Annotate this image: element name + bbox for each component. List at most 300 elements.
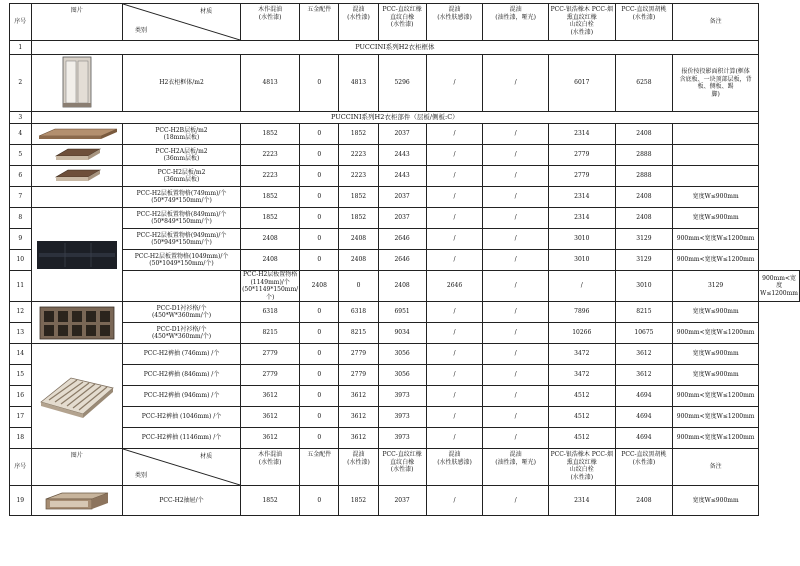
header-mumu — [241, 449, 300, 486]
price-v8: 2888 — [615, 166, 672, 187]
price-v8: 2408 — [615, 124, 672, 145]
price-v8: 2888 — [615, 145, 672, 166]
price-v6: / — [483, 344, 548, 365]
product-image — [31, 145, 122, 166]
price-v5: / — [426, 55, 483, 112]
product-name — [122, 55, 240, 112]
row-note — [673, 124, 759, 145]
product-name — [122, 365, 240, 386]
table-row — [10, 365, 800, 386]
table-row — [10, 229, 800, 250]
product-name — [241, 271, 300, 302]
price-v6: / — [483, 302, 548, 323]
cell-line: 直纹白橡 — [390, 458, 415, 466]
header-pcc-hong — [378, 4, 426, 41]
product-image — [31, 344, 122, 449]
product-name — [122, 187, 240, 208]
cell-line: 900mm<宽度W≤1200mm — [676, 329, 755, 337]
cell-line: 山纹白栓 — [569, 466, 594, 473]
shelfBar-icon — [33, 237, 121, 273]
price-v4: 6951 — [378, 302, 426, 323]
header-note: 备注 — [673, 449, 759, 486]
header-pcc-tang — [548, 4, 615, 41]
row-no: 12 — [10, 302, 32, 323]
header-pcc-tang — [548, 449, 615, 486]
price-v7: 2314 — [548, 208, 615, 229]
cell-line: (450*W*360mm/个) — [151, 312, 212, 319]
product-image — [31, 166, 122, 187]
price-v5: / — [426, 208, 483, 229]
row-no: 11 — [10, 271, 32, 302]
cell-line: (水性漆) — [632, 458, 656, 466]
product-name — [122, 229, 240, 250]
price-v5: / — [426, 386, 483, 407]
price-v8: 4694 — [615, 386, 672, 407]
price-v6: / — [483, 323, 548, 344]
row-note — [759, 271, 800, 302]
cell-line: (50*749*150mm/个) — [151, 197, 212, 204]
cell-line: PCC-H2裤抽 (746mm) /个 — [143, 350, 220, 358]
row-note — [673, 208, 759, 229]
price-v5: / — [426, 407, 483, 428]
cell-line: (油性漆，哑光) — [495, 13, 536, 21]
row-no: 9 — [10, 229, 32, 250]
price-v6: / — [483, 229, 548, 250]
product-name — [122, 166, 240, 187]
product-name — [122, 250, 240, 271]
row-no: 17 — [10, 407, 32, 428]
price-v7: 3472 — [548, 344, 615, 365]
price-v3: 4813 — [339, 55, 378, 112]
cell-line: (水性漆) — [390, 466, 414, 473]
price-v2: 0 — [300, 250, 339, 271]
header-note: 备注 — [673, 4, 759, 41]
price-v1: 3612 — [241, 386, 300, 407]
price-v8: 2408 — [615, 187, 672, 208]
price-v1: 4813 — [241, 55, 300, 112]
cell-line: 宽度W≤900mm — [692, 350, 739, 358]
price-v5: / — [483, 271, 548, 302]
price-v2: 0 — [300, 166, 339, 187]
price-v2: 0 — [300, 229, 339, 250]
price-v7: 3010 — [548, 229, 615, 250]
cell-line: (450*W*360mm/个) — [151, 333, 212, 340]
table-row — [10, 250, 800, 271]
cell-line: (水性漆) — [347, 458, 370, 466]
price-v4: 3056 — [378, 344, 426, 365]
product-name — [122, 386, 240, 407]
price-v6: / — [483, 428, 548, 449]
price-v6: / — [483, 145, 548, 166]
pantsRack-icon — [33, 368, 121, 424]
cell-line: (水性肤感漆) — [437, 13, 472, 21]
product-name — [122, 145, 240, 166]
price-v8: 10675 — [615, 323, 672, 344]
price-v1: 6318 — [241, 302, 300, 323]
cell-line: 混油 — [448, 451, 461, 458]
price-v3: 6318 — [339, 302, 378, 323]
product-name — [122, 208, 240, 229]
product-name — [122, 124, 240, 145]
cell-line: (36mm层板) — [163, 155, 200, 162]
cell-line: 报价按投影面积计算(框体 — [681, 68, 750, 75]
price-v3: 3612 — [339, 407, 378, 428]
cell-line: 混油 — [352, 451, 365, 458]
cell-line: PCC-H2裤抽 (1146mm) /个 — [141, 434, 222, 442]
price-v1: 8215 — [241, 323, 300, 344]
price-v8: 2408 — [615, 208, 672, 229]
table-row — [10, 407, 800, 428]
drawer-icon — [33, 491, 121, 511]
price-v6: / — [483, 208, 548, 229]
cell-line: (水性漆) — [390, 21, 414, 28]
price-v5: / — [426, 323, 483, 344]
section-no: 3 — [10, 112, 32, 124]
price-v2: 0 — [339, 271, 378, 302]
row-no: 6 — [10, 166, 32, 187]
row-no: 5 — [10, 145, 32, 166]
price-v8: 3129 — [615, 229, 672, 250]
cell-line: PCC-H2裤抽 (1046mm) /个 — [141, 413, 222, 421]
price-v3: 3612 — [339, 386, 378, 407]
price-v6: / — [483, 124, 548, 145]
cell-line: 木作混油 — [258, 451, 283, 458]
row-note — [673, 344, 759, 365]
price-v2: 0 — [300, 365, 339, 386]
price-v1: 2779 — [241, 344, 300, 365]
cell-line: PCC-H2A层板/m2 — [155, 147, 208, 155]
cell-line: (水性漆) — [258, 13, 282, 21]
row-note — [673, 250, 759, 271]
header-no: 序号 — [10, 449, 32, 486]
price-v1: 1852 — [241, 208, 300, 229]
price-v2: 0 — [300, 486, 339, 516]
table-row — [10, 323, 800, 344]
price-v7: 2314 — [548, 187, 615, 208]
cell-line: (水性漆) — [570, 28, 594, 36]
header-material: 材质 — [200, 453, 213, 460]
price-v2: 0 — [300, 302, 339, 323]
row-no: 2 — [10, 55, 32, 112]
section-no: 1 — [10, 41, 32, 55]
cell-line: 宽度W≤900mm — [692, 308, 739, 316]
cell-line: 熏直纹红橡 — [566, 458, 597, 466]
row-note — [673, 323, 759, 344]
row-note — [673, 187, 759, 208]
price-v4: 2037 — [378, 208, 426, 229]
cell-line: PCC-H2抽屉/个 — [159, 496, 204, 504]
price-v2: 0 — [300, 208, 339, 229]
header-hunyou-fu — [426, 4, 483, 41]
price-v7: 10266 — [548, 323, 615, 344]
cell-line: PCC-直纹红橡 — [382, 6, 422, 13]
price-v2: 0 — [300, 344, 339, 365]
row-no: 15 — [10, 365, 32, 386]
price-v1: 2408 — [241, 250, 300, 271]
price-v5: / — [426, 344, 483, 365]
price-v4: 5296 — [378, 55, 426, 112]
price-table — [9, 3, 800, 516]
price-v5: / — [426, 166, 483, 187]
price-v4: 3973 — [378, 428, 426, 449]
cell-line: (油性漆，哑光) — [495, 458, 536, 466]
price-v7: 2314 — [548, 486, 615, 516]
row-no: 8 — [10, 208, 32, 229]
section-row — [10, 112, 800, 124]
price-v7: 4512 — [548, 386, 615, 407]
section-row — [10, 41, 800, 55]
row-no: 13 — [10, 323, 32, 344]
header-hunyou-you — [483, 449, 548, 486]
row-note — [673, 166, 759, 187]
cell-line: PCC-直纹红橡 — [382, 451, 422, 458]
boardBig-icon — [33, 126, 121, 142]
table-row — [10, 55, 800, 112]
row-note — [673, 386, 759, 407]
price-v6: / — [483, 486, 548, 516]
cell-line: (水性漆) — [570, 473, 594, 481]
price-v3: 1852 — [339, 208, 378, 229]
product-name — [122, 302, 240, 323]
header-no: 序号 — [10, 4, 32, 41]
cell-line: PCC-H2裤抽 (946mm) /个 — [143, 392, 220, 400]
price-v2: 0 — [300, 145, 339, 166]
shirtGrid-icon — [33, 305, 121, 341]
price-v3: 2223 — [339, 145, 378, 166]
header-category: 类别 — [134, 471, 147, 479]
price-v4: 2037 — [378, 187, 426, 208]
cell-line: PCC-直纹黑胡桃 — [621, 6, 667, 13]
header-pcc-hong — [378, 449, 426, 486]
price-v6: / — [483, 365, 548, 386]
price-v8: 6258 — [615, 55, 672, 112]
cell-line: PCC-银浩橡木 PCC-烟 — [550, 451, 613, 458]
price-v7: 3472 — [548, 365, 615, 386]
cell-line: (50*1149*150mm/个) — [242, 286, 299, 301]
product-name — [122, 407, 240, 428]
cell-line: 900mm<宽度W≤1200mm — [676, 235, 755, 243]
price-v4: 3056 — [378, 365, 426, 386]
cell-line: 脚) — [711, 90, 720, 98]
price-v3: 1852 — [339, 124, 378, 145]
header-hunyou — [339, 449, 378, 486]
cell-line: PCC-H2层板置物格(1049mm)/个 — [134, 252, 229, 260]
table-row — [10, 271, 800, 302]
header-hunyou-you — [483, 4, 548, 41]
price-v5: / — [426, 229, 483, 250]
table-row — [10, 386, 800, 407]
table-row — [10, 187, 800, 208]
price-v5: / — [426, 145, 483, 166]
cell-line: 宽度W≤900mm — [692, 193, 739, 201]
header-material-category — [122, 4, 240, 41]
price-v4: 2646 — [378, 229, 426, 250]
price-v1: 3612 — [241, 407, 300, 428]
cell-line: (36mm层板) — [163, 176, 200, 183]
price-v2: 0 — [300, 124, 339, 145]
cell-line: H2衣柜框体/m2 — [159, 79, 204, 87]
product-name — [122, 486, 240, 516]
cell-line: (水性漆) — [347, 13, 370, 21]
cell-line: 熏直纹红橡 — [566, 13, 597, 21]
cell-line: PCC-H2层板置物格(849mm)/个 — [136, 210, 227, 218]
row-note — [673, 55, 759, 112]
header-pcc-hei — [615, 4, 672, 41]
product-name — [122, 428, 240, 449]
row-note — [673, 407, 759, 428]
cell-line: (水性漆) — [632, 13, 656, 21]
header-row — [10, 449, 800, 486]
table-row — [10, 208, 800, 229]
price-v7: 7896 — [548, 302, 615, 323]
header-row — [10, 4, 800, 41]
cell-line: 900mm<宽度W≤1200mm — [676, 434, 755, 442]
price-v6: / — [483, 386, 548, 407]
price-v4: 2646 — [426, 271, 483, 302]
section-title: PUCCINI系列H2衣柜框体 — [31, 41, 759, 55]
price-v7: 2779 — [548, 145, 615, 166]
header-hardware: 五金配件 — [300, 4, 339, 41]
price-v3: 2408 — [378, 271, 426, 302]
cell-line: 木作混油 — [258, 6, 283, 13]
product-image — [31, 124, 122, 145]
price-v7: 4512 — [548, 407, 615, 428]
cell-line: 900mm<宽度W≤1200mm — [676, 413, 755, 421]
wardrobe-icon — [33, 55, 121, 111]
cell-line: 宽度W≤900mm — [692, 371, 739, 379]
table-row — [10, 166, 800, 187]
product-name — [122, 344, 240, 365]
price-v6: / — [483, 187, 548, 208]
cell-line: 直纹白橡 — [390, 13, 415, 21]
cell-line: 混油 — [448, 6, 461, 13]
product-name — [122, 323, 240, 344]
cell-line: PCC-银浩橡木 PCC-烟 — [550, 6, 613, 13]
price-v1: 2223 — [241, 145, 300, 166]
price-v3: 8215 — [339, 323, 378, 344]
cell-line: (18mm层板) — [163, 134, 200, 141]
price-v1: 1852 — [241, 187, 300, 208]
price-v4: 9034 — [378, 323, 426, 344]
price-v8: 3129 — [615, 250, 672, 271]
price-v1: 2408 — [300, 271, 339, 302]
price-v8: 4694 — [615, 428, 672, 449]
cell-line: PCC-H2裤抽 (846mm) /个 — [143, 371, 220, 379]
price-v3: 3612 — [339, 428, 378, 449]
table-row — [10, 428, 800, 449]
header-material-category — [122, 449, 240, 486]
header-category: 类别 — [134, 26, 147, 34]
boardSmall-icon — [33, 167, 121, 185]
price-v3: 2779 — [339, 365, 378, 386]
price-v4: 2646 — [378, 250, 426, 271]
price-v4: 2443 — [378, 166, 426, 187]
product-image — [31, 302, 122, 344]
price-v1: 2408 — [241, 229, 300, 250]
header-hunyou — [339, 4, 378, 41]
cell-line: PCC-直纹黑胡桃 — [621, 451, 667, 458]
price-v5: / — [426, 187, 483, 208]
price-v4: 2037 — [378, 486, 426, 516]
price-v5: / — [426, 428, 483, 449]
row-no: 10 — [10, 250, 32, 271]
header-hunyou-fu — [426, 449, 483, 486]
cell-line: PCC-D1衬衫格/个 — [156, 325, 207, 333]
cell-line: (水性漆) — [258, 458, 282, 466]
cell-line: 含底板、一块顶部层板，背 — [679, 75, 752, 83]
row-no: 7 — [10, 187, 32, 208]
price-v8: 3129 — [673, 271, 759, 302]
price-v2: 0 — [300, 428, 339, 449]
price-v8: 8215 — [615, 302, 672, 323]
price-v2: 0 — [300, 386, 339, 407]
price-v3: 1852 — [339, 187, 378, 208]
price-v5: / — [426, 124, 483, 145]
cell-line: 混油 — [509, 451, 522, 458]
row-note — [673, 428, 759, 449]
cell-line: PCC-H2层板/m2 — [157, 168, 206, 176]
price-v3: 2779 — [339, 344, 378, 365]
section-title: PUCCINI系列H2衣柜部件（层板/侧板:C） — [31, 112, 759, 124]
product-image — [31, 208, 122, 302]
cell-line: (50*1049*150mm/个) — [149, 260, 214, 267]
price-v1: 2223 — [241, 166, 300, 187]
price-v7: 2779 — [548, 166, 615, 187]
price-v1: 1852 — [241, 124, 300, 145]
row-no: 14 — [10, 344, 32, 365]
cell-line: PCC-H2层板置物格(1149mm)/个 — [242, 271, 298, 286]
table-row — [10, 486, 800, 516]
price-v5: / — [426, 302, 483, 323]
price-v6: / — [548, 271, 615, 302]
cell-line: 900mm<宽度W≤1200mm — [760, 274, 798, 297]
price-v8: 3612 — [615, 365, 672, 386]
price-v8: 2408 — [615, 486, 672, 516]
price-v7: 2314 — [548, 124, 615, 145]
price-v2: 0 — [300, 407, 339, 428]
cell-line: PCC-H2层板置物格(749mm)/个 — [136, 189, 227, 197]
price-v3: 2408 — [339, 229, 378, 250]
price-v7: 3010 — [548, 250, 615, 271]
cell-line: (水性肤感漆) — [437, 458, 472, 466]
table-row — [10, 344, 800, 365]
price-v1: 1852 — [241, 486, 300, 516]
cell-line: (50*849*150mm/个) — [151, 218, 212, 225]
cell-line: (50*949*150mm/个) — [151, 239, 212, 246]
price-v6: / — [483, 250, 548, 271]
price-v7: 4512 — [548, 428, 615, 449]
price-v3: 2223 — [339, 166, 378, 187]
row-no: 4 — [10, 124, 32, 145]
cell-line: 900mm<宽度W≤1200mm — [676, 392, 755, 400]
price-v5: / — [426, 365, 483, 386]
price-v3: 2408 — [339, 250, 378, 271]
cell-line: 混油 — [352, 6, 365, 13]
price-v1: 2779 — [241, 365, 300, 386]
price-v2: 0 — [300, 323, 339, 344]
cell-line: 板、侧板、踢 — [697, 83, 734, 90]
product-image — [31, 55, 122, 112]
boardSmall-icon — [33, 146, 121, 164]
cell-line: 900mm<宽度W≤1200mm — [676, 256, 755, 264]
price-v5: / — [426, 486, 483, 516]
price-v1: 3612 — [241, 428, 300, 449]
header-mumu — [241, 4, 300, 41]
header-material: 材质 — [200, 8, 213, 15]
cell-line: 山纹白栓 — [569, 21, 594, 28]
row-note — [673, 365, 759, 386]
row-no: 18 — [10, 428, 32, 449]
